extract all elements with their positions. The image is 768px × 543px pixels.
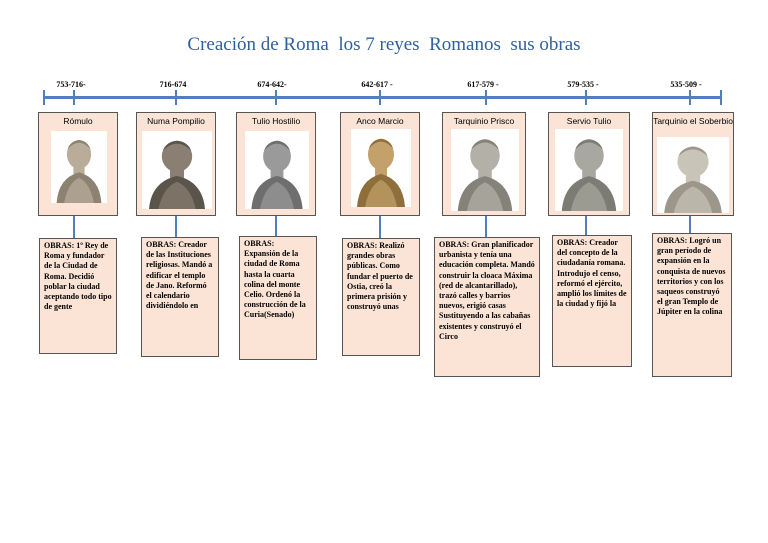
king-card: [442, 112, 526, 216]
obras-label: OBRAS:: [439, 240, 472, 249]
obras-label: OBRAS:: [44, 241, 77, 250]
king-card: [548, 112, 630, 216]
timeline-axis: [44, 96, 722, 99]
king-portrait: [351, 129, 411, 207]
timeline-tick: [275, 90, 277, 105]
timeline-tick: [485, 90, 487, 105]
timeline-tick: [379, 90, 381, 105]
connector-line: [175, 216, 177, 237]
reign-date: 716-674: [159, 80, 187, 89]
obras-box: [552, 235, 632, 367]
obras-text: Creador del concepto de la ciudadanía romana. Introdujo el censo, reformó el ejército, amplió los límites de la ciudad y fijó la: [557, 238, 627, 309]
king-portrait: [51, 131, 107, 203]
timeline-start-tick: [43, 90, 45, 105]
king-card: [38, 112, 118, 216]
king-name: Anco Marcio: [356, 116, 404, 126]
reign-date: 617-579 -: [467, 80, 499, 89]
king-card: [236, 112, 316, 216]
king-card: [340, 112, 420, 216]
reign-date: 674-642-: [257, 80, 287, 89]
connector-line: [275, 216, 277, 236]
obras-label: OBRAS:: [244, 239, 275, 248]
reign-date: 642-617 -: [361, 80, 393, 89]
timeline-tick: [585, 90, 587, 105]
timeline-tick: [73, 90, 75, 105]
obras-text: Logró un gran período de expansión en la conquista de nuevos territorios y con los saqueos construyó el gran Templo de Júpiter en la colina: [657, 236, 726, 317]
king-name: Numa Pompilio: [147, 116, 205, 126]
obras-text: Expansión de la ciudad de Roma hasta la cuarta colina del monte Celio. Ordenó la construcción de la Curia(Senado): [244, 249, 306, 320]
king-name: Tulio Hostilio: [251, 116, 301, 126]
king-portrait: [657, 137, 729, 213]
obras-box: [434, 237, 540, 377]
king-name: Tarquinio Prisco: [453, 116, 515, 126]
obras-label: OBRAS:: [657, 236, 690, 245]
king-portrait: [245, 131, 309, 209]
king-card: [136, 112, 216, 216]
obras-box: [141, 237, 219, 357]
reign-date: 535-509 -: [670, 80, 702, 89]
obras-box: [652, 233, 732, 377]
obras-text: Creador de las Instituciones religiosas. Mandó a edificar el templo de Jano. Reformó el calendario dividiéndolo en: [146, 240, 213, 311]
obras-box: [342, 238, 420, 356]
obras-text: 1º Rey de Roma y fundador de la Ciudad de Roma. Decidió poblar la ciudad aceptando todo tipo de gente: [44, 241, 112, 312]
connector-line: [689, 216, 691, 233]
obras-box: [39, 238, 117, 354]
reign-date: 579-535 -: [567, 80, 599, 89]
king-name: Rómulo: [63, 116, 93, 126]
reign-date: 753-716-: [56, 80, 86, 89]
timeline-tick: [689, 90, 691, 105]
king-name: Tarquinio el Soberbio: [653, 116, 733, 126]
obras-box: [239, 236, 317, 360]
connector-line: [485, 216, 487, 237]
connector-line: [379, 216, 381, 238]
obras-label: OBRAS:: [347, 241, 380, 250]
timeline-end-tick: [720, 90, 722, 105]
king-portrait: [142, 131, 212, 209]
timeline-tick: [175, 90, 177, 105]
king-portrait: [555, 129, 623, 211]
obras-label: OBRAS:: [557, 238, 590, 247]
obras-text: Gran planificador urbanista y tenía una educación completa. Mandó construir la cloaca Máxima (red de alcantarillado), trazó calles y barrios nuevos, erigió casas Sustituyendo a las cabañas existentes y construyó el Circo: [439, 240, 535, 341]
connector-line: [585, 216, 587, 235]
king-portrait: [451, 129, 519, 211]
king-card: [652, 112, 734, 216]
king-name: Servio Tulio: [566, 116, 612, 126]
connector-line: [73, 216, 75, 238]
obras-text: Realizó grandes obras públicas. Como fundar el puerto de Ostia, creó la primera prisión y construyó unas: [347, 241, 413, 312]
obras-label: OBRAS:: [146, 240, 179, 249]
page-title: Creación de Roma los 7 reyes Romanos sus obras: [187, 34, 581, 55]
